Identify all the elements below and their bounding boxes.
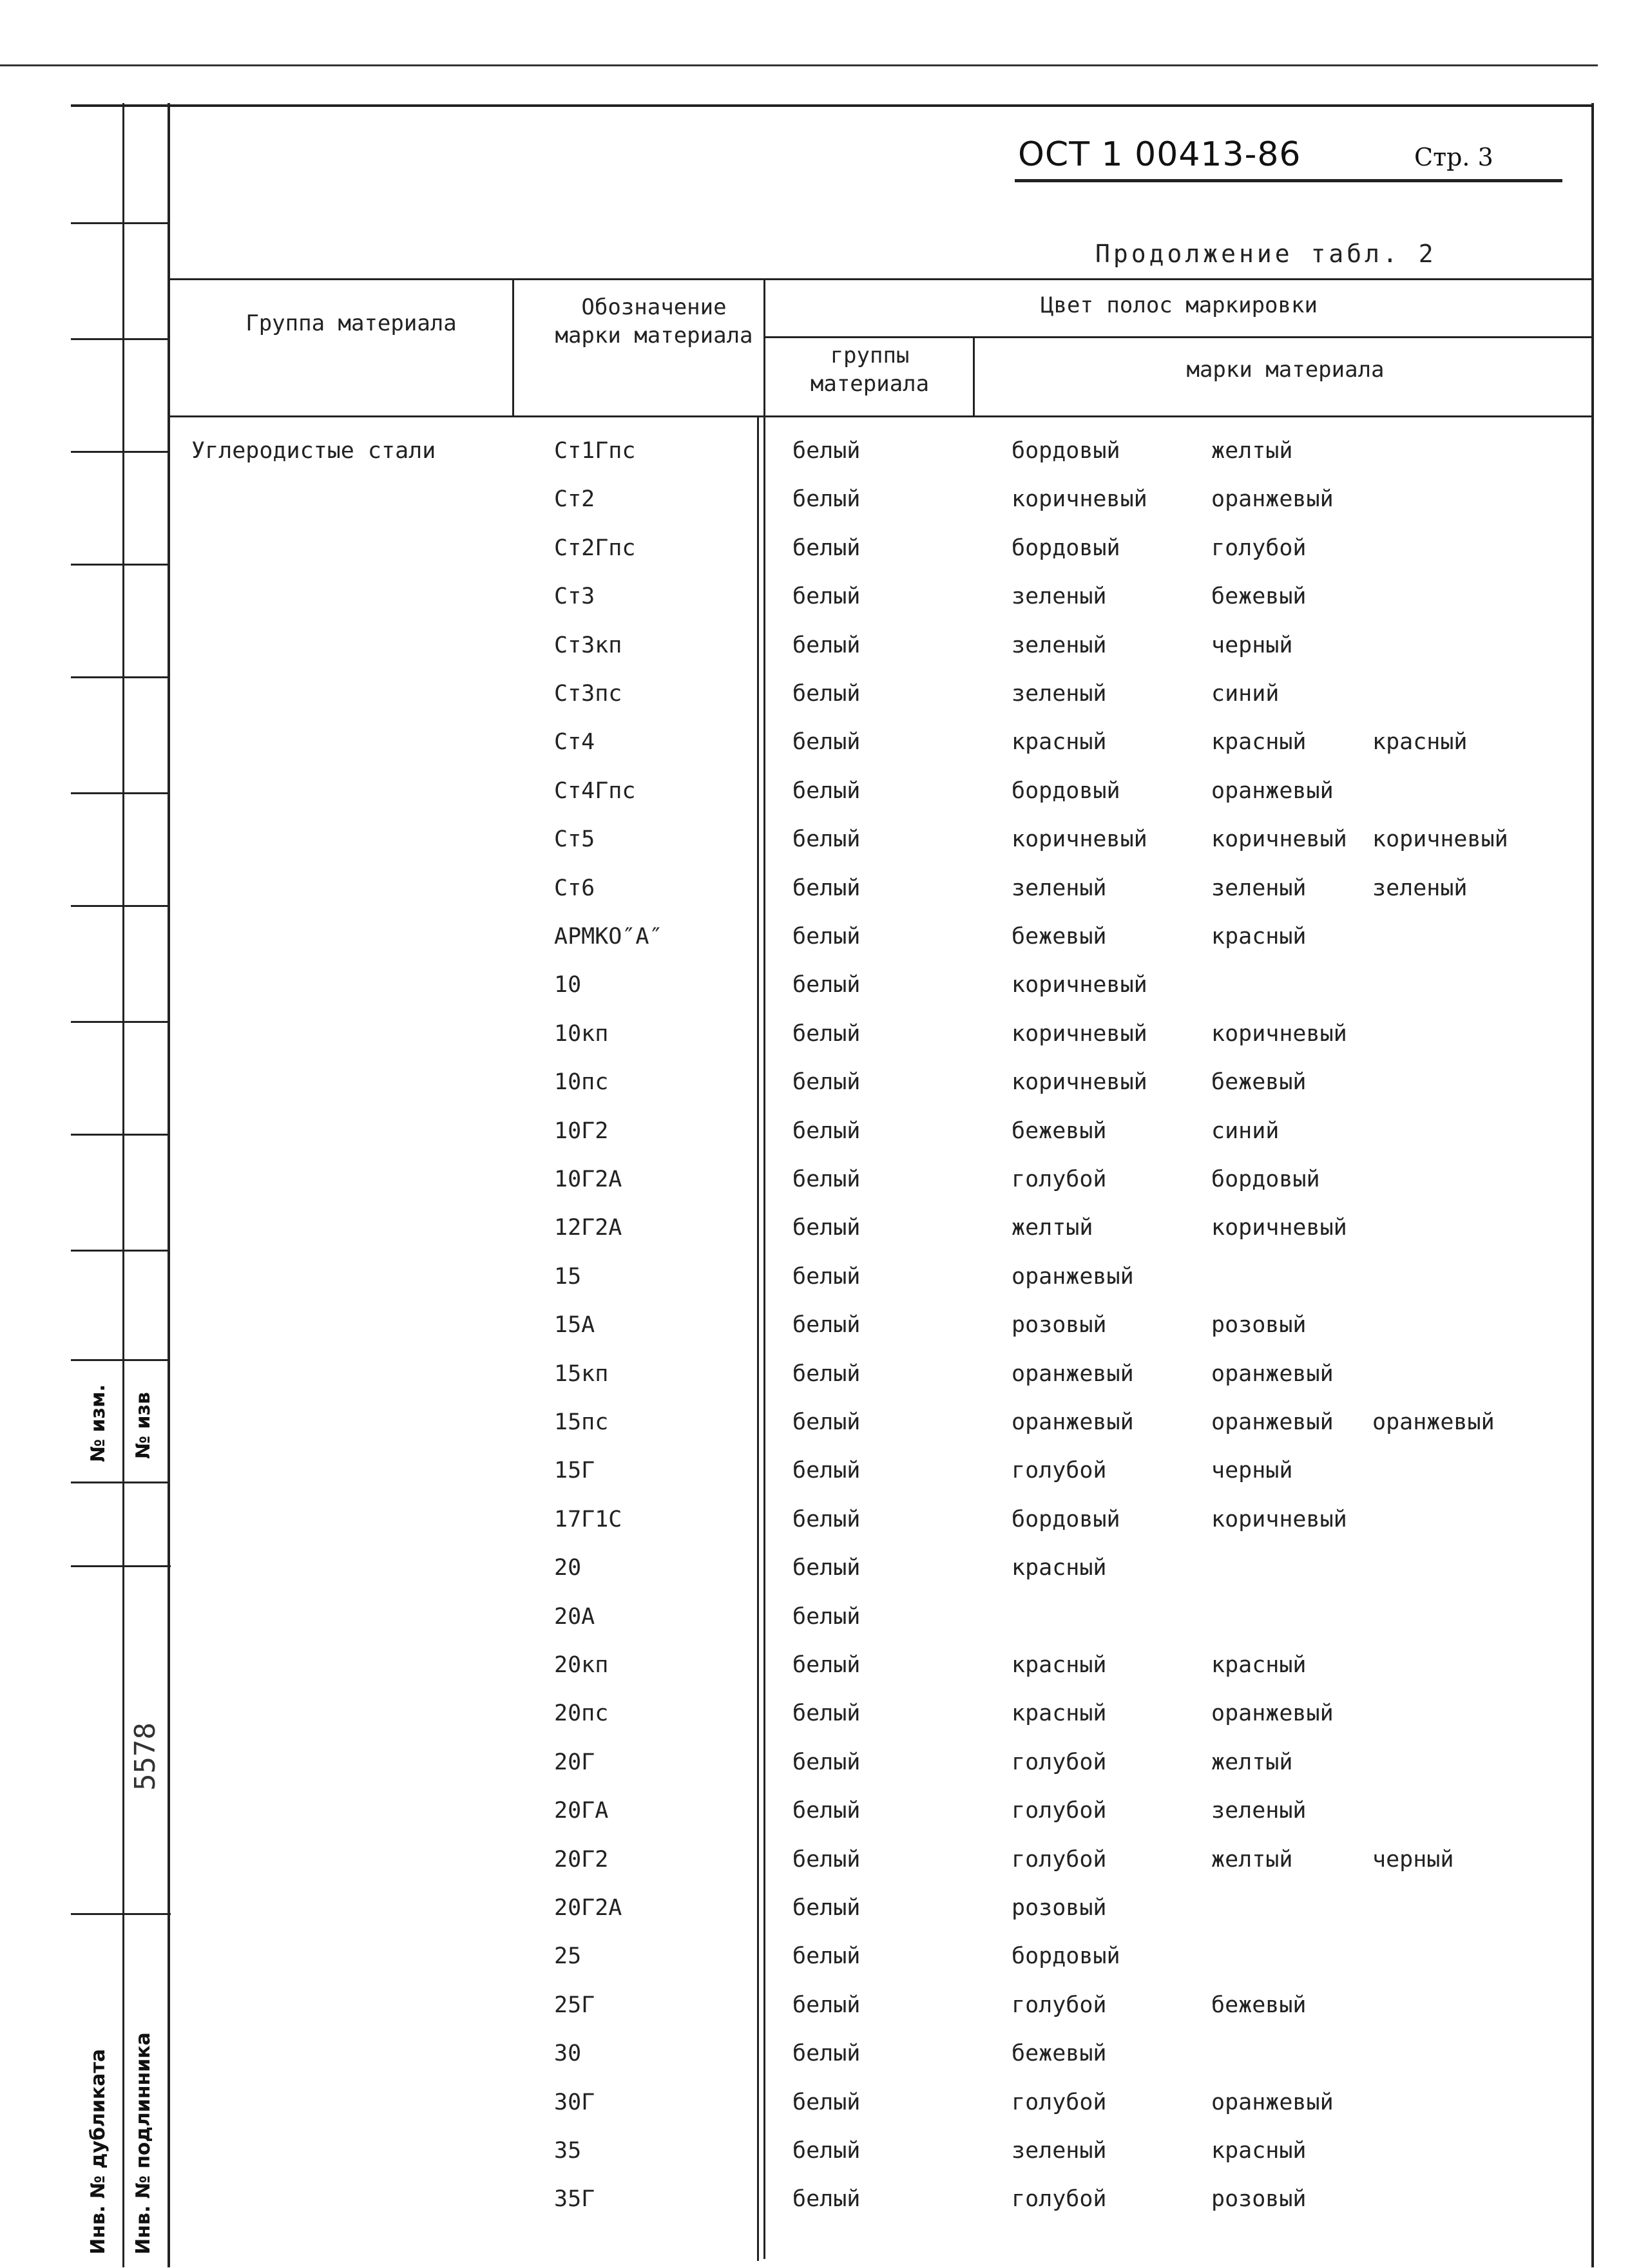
mark-color-2: оранжевый [1211,1701,1334,1726]
original-number: 5578 [129,1722,162,1791]
col-divider-group [512,278,514,415]
margin-tick [71,1134,169,1136]
header-bottom-border [169,415,1594,417]
page-number: Стр. 3 [1414,143,1493,171]
mark-color-1: зеленый [1012,633,1107,658]
group-color: белый [792,1264,861,1290]
group-color: белый [792,2186,861,2212]
mark-color-2: коричневый [1211,826,1347,852]
mark-color-2: оранжевый [1211,486,1334,512]
top-rule [0,64,1598,66]
margin-tick [71,451,169,453]
mark-color-1: голубой [1012,2186,1107,2212]
material-mark: 20Г2 [554,1847,609,1873]
material-group-name: Углеродистые стали [191,438,436,464]
mark-color-2: желтый [1211,1847,1293,1873]
mark-color-1: бордовый [1012,438,1120,464]
material-mark: 10кп [554,1021,609,1047]
mark-color-3: красный [1372,729,1468,755]
mark-color-1: коричневый [1012,486,1147,512]
mark-color-2: черный [1211,633,1293,658]
mark-color-2: красный [1211,729,1307,755]
mark-color-1: коричневый [1012,1069,1147,1095]
mark-color-1: бежевый [1012,2041,1107,2066]
mark-color-1: розовый [1012,1312,1107,1338]
header-designation: Обозначение марки материала [555,294,753,348]
material-mark: 10Г2А [554,1167,622,1192]
material-mark: 20пс [554,1701,609,1726]
mark-color-1: оранжевый [1012,1409,1134,1435]
material-mark: 15кп [554,1361,609,1387]
group-color: белый [792,2090,861,2115]
mark-color-2: оранжевый [1211,1409,1334,1435]
material-mark: 20Г2А [554,1895,622,1921]
header-stripe-color: Цвет полос маркировки [1041,292,1318,318]
group-color: белый [792,2138,861,2164]
margin-tick [71,1565,171,1567]
mark-color-1: красный [1012,1555,1107,1581]
group-color: белый [792,924,861,949]
margin-tick [71,1359,169,1361]
group-color: белый [792,1701,861,1726]
mark-color-1: красный [1012,1701,1107,1726]
group-color: белый [792,584,861,609]
mark-color-2: красный [1211,924,1307,949]
header-group-color: группы материала [810,343,930,397]
group-color: белый [792,1555,861,1581]
group-color: белый [792,1458,861,1483]
group-color: белый [792,1749,861,1775]
mark-color-2: бежевый [1211,1992,1307,2018]
margin-tick [71,564,169,566]
mark-color-2: бежевый [1211,584,1307,609]
material-mark: Ст4Гпс [554,778,636,804]
material-mark: 25 [554,1943,582,1969]
group-color: белый [792,1507,861,1532]
mark-color-2: коричневый [1211,1215,1347,1241]
group-color: белый [792,1409,861,1435]
mark-color-2: синий [1211,1118,1280,1144]
material-mark: 20Г [554,1749,595,1775]
mark-color-2: оранжевый [1211,778,1334,804]
mark-color-1: голубой [1012,1749,1107,1775]
margin-tick [71,338,169,340]
group-color: белый [792,826,861,852]
material-mark: Ст3 [554,584,595,609]
margin-tick [71,676,169,678]
material-mark: Ст6 [554,875,595,901]
group-color: белый [792,1215,861,1241]
mark-color-2: красный [1211,1652,1307,1678]
mark-color-2: коричневый [1211,1507,1347,1532]
mark-color-1: бордовый [1012,535,1120,561]
margin-tick [71,905,169,907]
header-split-line [763,336,1594,338]
mark-color-2: черный [1211,1458,1293,1483]
mark-color-1: бежевый [1012,924,1107,949]
margin-tick [71,1021,169,1023]
material-mark: 12Г2А [554,1215,622,1241]
group-color: белый [792,875,861,901]
material-mark: Ст3пс [554,681,622,707]
material-mark: 15А [554,1312,595,1338]
material-mark: Ст3кп [554,633,622,658]
group-color: белый [792,633,861,658]
mark-color-1: бордовый [1012,1943,1120,1969]
margin-column-right [122,103,170,2267]
mark-color-1: желтый [1012,1215,1093,1241]
mark-color-1: розовый [1012,1895,1107,1921]
mark-color-2: оранжевый [1211,1361,1334,1387]
mark-color-1: голубой [1012,1167,1107,1192]
mark-color-2: коричневый [1211,1021,1347,1047]
group-color: белый [792,1604,861,1630]
material-mark: 20ГА [554,1798,609,1824]
mark-color-1: бордовый [1012,778,1120,804]
mark-color-3: зеленый [1372,875,1468,901]
group-color: белый [792,681,861,707]
mark-color-1: оранжевый [1012,1361,1134,1387]
mark-color-2: синий [1211,681,1280,707]
material-mark: 35 [554,2138,582,2164]
material-mark: АРМКО″А″ [554,924,663,949]
mark-color-2: красный [1211,2138,1307,2164]
table-continuation-caption: Продолжение табл. 2 [1095,240,1437,268]
group-color: белый [792,1992,861,2018]
header-mark-color: марки материала [1186,357,1385,383]
group-color: белый [792,1798,861,1824]
mark-color-1: красный [1012,1652,1107,1678]
group-color: белый [792,1895,861,1921]
material-mark: 30Г [554,2090,595,2115]
material-mark: Ст2Гпс [554,535,636,561]
mark-color-1: бордовый [1012,1507,1120,1532]
mark-color-2: бежевый [1211,1069,1307,1095]
mark-color-1: голубой [1012,1458,1107,1483]
material-mark: 10Г2 [554,1118,609,1144]
group-color: белый [792,2041,861,2066]
title-underline [1015,179,1562,182]
group-color: белый [792,1118,861,1144]
group-color: белый [792,535,861,561]
mark-color-1: бежевый [1012,1118,1107,1144]
group-color: белый [792,729,861,755]
mark-color-1: зеленый [1012,584,1107,609]
margin-label-izv: № изв [132,1392,155,1459]
mark-color-2: зеленый [1211,875,1307,901]
mark-color-1: голубой [1012,1798,1107,1824]
margin-tick [71,1913,171,1915]
margin-tick [71,222,169,224]
material-mark: Ст1Гпс [554,438,636,464]
margin-label-duplicate: Инв. № дубликата [87,2048,110,2254]
margin-label-original: Инв. № подлинника [132,2032,155,2254]
mark-color-1: зеленый [1012,681,1107,707]
group-color: белый [792,1943,861,1969]
material-mark: Ст2 [554,486,595,512]
group-color: белый [792,1069,861,1095]
header-group: Группа материала [245,310,457,336]
material-mark: 20кп [554,1652,609,1678]
mark-color-1: красный [1012,729,1107,755]
mark-color-2: бордовый [1211,1167,1320,1192]
material-mark: 15пс [554,1409,609,1435]
material-mark: 25Г [554,1992,595,2018]
col-divider-group-color [973,336,975,415]
frame-right [1591,103,1594,2267]
mark-color-1: коричневый [1012,1021,1147,1047]
mark-color-1: голубой [1012,2090,1107,2115]
mark-color-2: голубой [1211,535,1307,561]
frame-top [71,104,1594,107]
mark-color-2: зеленый [1211,1798,1307,1824]
table-top-border [169,278,1594,280]
group-color: белый [792,1167,861,1192]
material-mark: Ст4 [554,729,595,755]
material-mark: 35Г [554,2186,595,2212]
mark-color-3: оранжевый [1372,1409,1495,1435]
group-color: белый [792,1021,861,1047]
material-mark: 15 [554,1264,582,1290]
group-color: белый [792,972,861,998]
group-color: белый [792,1847,861,1873]
mark-color-3: черный [1372,1847,1454,1873]
material-mark: 30 [554,2041,582,2066]
mark-color-2: розовый [1211,2186,1307,2212]
mark-color-1: коричневый [1012,972,1147,998]
mark-color-1: оранжевый [1012,1264,1134,1290]
material-mark: Ст5 [554,826,595,852]
group-color: белый [792,778,861,804]
margin-tick [71,1250,169,1252]
mark-color-3: коричневый [1372,826,1508,852]
mark-color-1: голубой [1012,1992,1107,2018]
group-color: белый [792,486,861,512]
document-code: ОСТ 1 00413-86 [1018,135,1301,174]
group-color: белый [792,438,861,464]
mark-color-2: розовый [1211,1312,1307,1338]
material-mark: 10пс [554,1069,609,1095]
mark-color-1: зеленый [1012,2138,1107,2164]
col-divider-mark-body [757,415,759,2261]
mark-color-1: голубой [1012,1847,1107,1873]
material-mark: 10 [554,972,582,998]
material-mark: 20 [554,1555,582,1581]
material-mark: 17Г1С [554,1507,622,1532]
material-mark: 20А [554,1604,595,1630]
margin-tick [71,1482,169,1483]
margin-tick [71,792,169,794]
group-color: белый [792,1361,861,1387]
mark-color-2: оранжевый [1211,2090,1334,2115]
mark-color-2: желтый [1211,1749,1293,1775]
group-color: белый [792,1312,861,1338]
group-color: белый [792,1652,861,1678]
margin-label-izm: № изм. [87,1384,110,1462]
col-divider-mark [763,278,765,2259]
mark-color-2: желтый [1211,438,1293,464]
mark-color-1: зеленый [1012,875,1107,901]
margin-column-left [71,103,124,2267]
material-mark: 15Г [554,1458,595,1483]
mark-color-1: коричневый [1012,826,1147,852]
